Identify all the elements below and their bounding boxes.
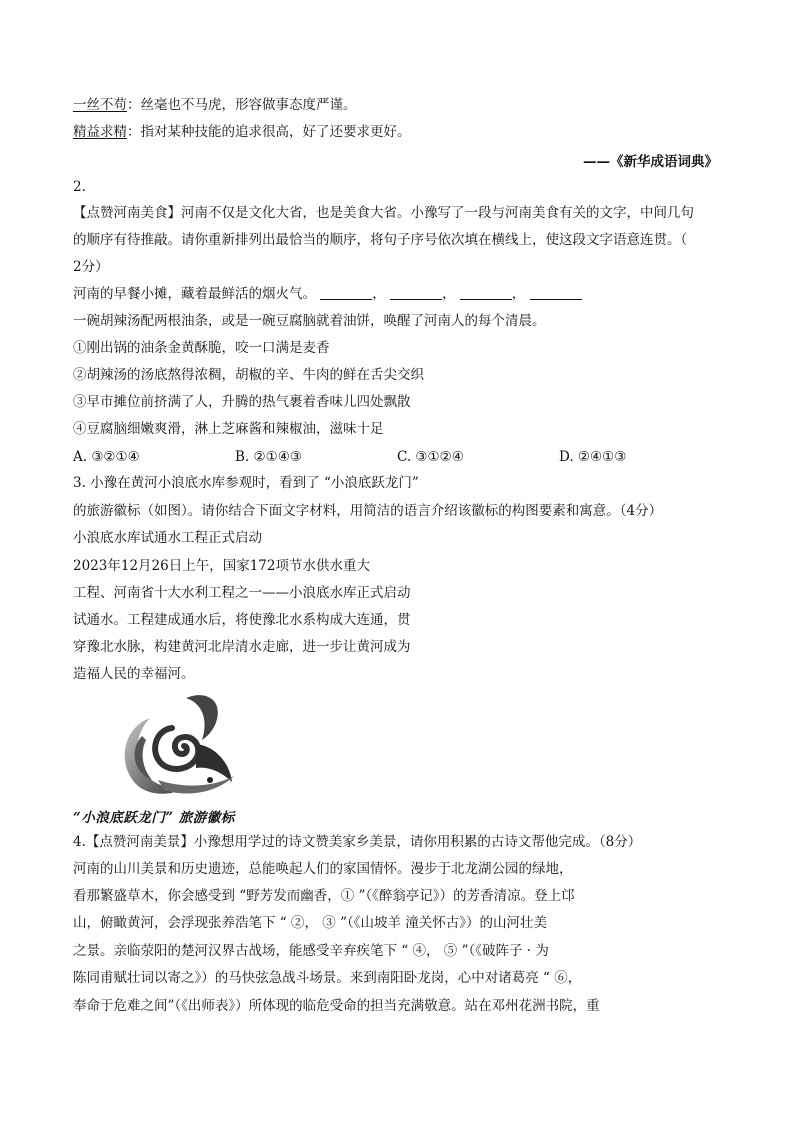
definition-text: ：指对某种技能的追求很高，好了还要求更好。: [127, 124, 411, 140]
blank-line-prefix: 河南的早餐小摊，藏着最鲜活的烟火气。: [73, 286, 316, 302]
question-text: 4.【点赞河南美景】小豫想用学过的诗文赞美家乡美景，请你用积累的古诗文帮他完成。（8分）: [73, 834, 642, 850]
definition-text: ：丝毫也不马虎，形容做事态度严谨。: [127, 97, 357, 113]
logo-caption: “小浪底跃龙门” 旅游徽标: [73, 810, 235, 826]
option-c[interactable]: C. ③①②④: [397, 449, 464, 465]
answer-blank-2[interactable]: [390, 285, 442, 300]
list-item: ④豆腐脑细嫩爽滑，淋上芝麻酱和辣椒油，滋味十足: [73, 421, 384, 437]
answer-blank-3[interactable]: [460, 285, 512, 300]
answer-blank-4[interactable]: [530, 285, 582, 300]
list-item: ①刚出锅的油条金黄酥脆，咬一口满是麦香: [73, 340, 330, 356]
question-text: 山，俯瞰黄河，会浮现张养浩笔下 “ ②， ③ ”（《山坡羊 潼关怀古》）的山河壮美: [73, 915, 548, 931]
material-text: 2023年12月26日上午，国家172项节水供水重大: [73, 558, 370, 574]
definition-row: [73, 96, 357, 114]
list-item: ③早市摊位前挤满了人，升腾的热气裹着香味儿四处飘散: [73, 394, 411, 410]
tourism-logo-image: [112, 688, 242, 800]
material-title: 小浪底水库试通水工程正式启动: [73, 530, 262, 546]
answer-blank-1[interactable]: [320, 285, 372, 300]
question-text: 看那繁盛草木，你会感受到 “野芳发而幽香，① ”（《醉翁亭记》）的芳香清凉。登上邙: [73, 888, 575, 904]
question-text: 2分）: [73, 259, 109, 275]
question-text: 3. 小豫在黄河小浪底水库参观时，看到了 “小浪底跃龙门”: [73, 475, 419, 491]
material-text: 造福人民的幸福河。: [73, 666, 195, 682]
list-item: ②胡辣汤的汤底熬得浓稠，胡椒的辛、牛肉的鲜在舌尖交织: [73, 367, 424, 383]
blank-line: 河南的早餐小摊，藏着最鲜活的烟火气。 ， ， ，: [73, 285, 582, 303]
material-text: 工程、河南省十大水利工程之一——小浪底水库正式启动: [73, 585, 411, 601]
material-text: 试通水。工程建成通水后，将使豫北水系构成大连通，贯: [73, 612, 411, 628]
option-a[interactable]: A. ③②①④: [73, 449, 140, 465]
material-text: 穿豫北水脉，构建黄河北岸清水走廊，进一步让黄河成为: [73, 639, 411, 655]
definition-row: [73, 123, 411, 141]
question-text: 奉命于危难之间”（《出师表》）所体现的临危受命的担当充满敬意。站在邓州花洲书院，重: [73, 998, 600, 1014]
question-text: 【点赞河南美食】河南不仅是文化大省，也是美食大省。小豫写了一段与河南美食有关的文字，中间几句: [73, 205, 694, 221]
question-text: 一碗胡辣汤配两根油条，或是一碗豆腐脑就着油饼，唤醒了河南人的每个清晨。: [73, 313, 546, 329]
question-text: 的顺序有待推敲。请你重新排列出最恰当的顺序，将句子序号依次填在横线上，使这段文字语意连贯。（: [73, 232, 688, 248]
question-text: 河南的山川美景和历史遗迹，总能唤起人们的家国情怀。漫步于北龙湖公园的绿地，: [73, 861, 573, 877]
option-d[interactable]: D. ②④①③: [559, 449, 627, 465]
source-citation: ——《新华成语词典》: [583, 154, 718, 170]
option-b[interactable]: B. ②①④③: [235, 449, 302, 465]
definition-term: 精益求精: [73, 124, 127, 140]
question-text: 的旅游徽标（如图）。请你结合下面文字材料，用简洁的语言介绍该徽标的构图要素和寓意。（4分）: [73, 503, 663, 519]
question-text: 陈同甫赋壮词以寄之》）的马快弦急战斗场景。来到南阳卧龙岗，心中对诸葛亮 “ ⑥，: [73, 970, 582, 986]
definition-term: 一丝不苟: [73, 97, 127, 113]
question-text: 之景。亲临荥阳的楚河汉界古战场，能感受辛弃疾笔下 “ ④， ⑤ ”（《破阵子 · 为: [73, 943, 549, 959]
question-number: 2.: [73, 179, 86, 195]
